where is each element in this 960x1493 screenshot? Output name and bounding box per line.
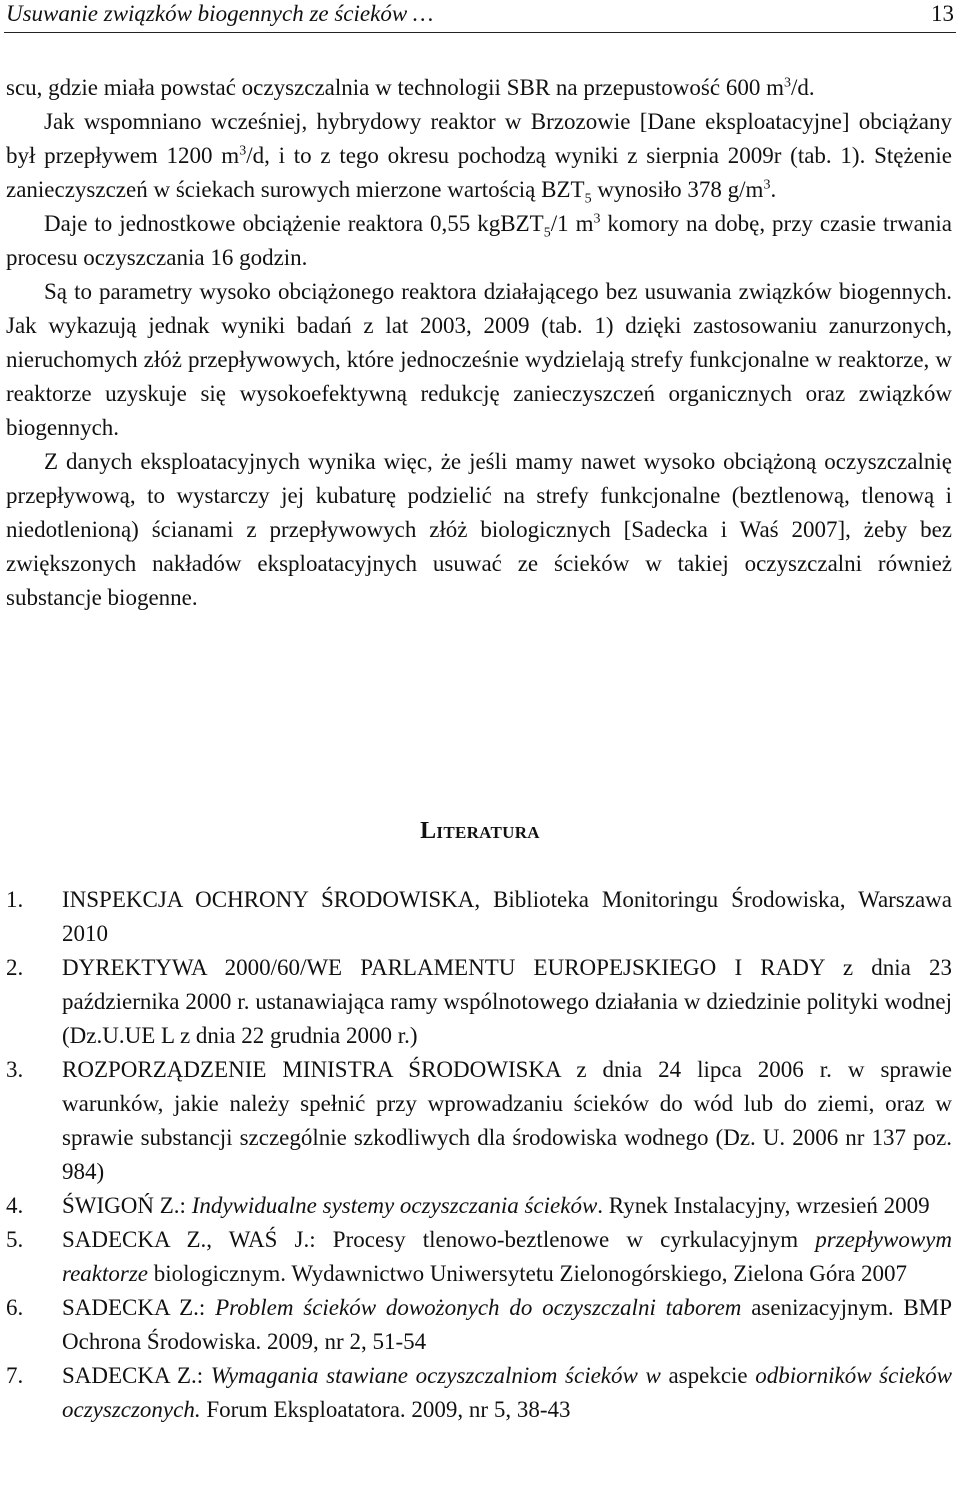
paragraph-4: Są to parametry wysoko obciążonego reaktora działającego bez usuwania związków biogennych. Jak wykazują jednak wyniki badań z lat 2003, 2009 (tab. 1) dzięki zastosowaniu zanurzonych, nieruchomych złóż przepływowych, które jednocześnie wydzielają strefy funkcjonalne w reaktorze, w reaktorze uzyskuje się wysokoefektywną redukcję zanieczyszczeń organicznych oraz związków biogennych. — [6, 279, 952, 440]
reference-item: 1. INSPEKCJA OCHRONY ŚRODOWISKA, Biblioteka Monitoringu Środowiska, Warszawa 2010 — [6, 887, 952, 946]
page-number: 13 — [931, 1, 954, 26]
paragraph-5: Z danych eksploatacyjnych wynika więc, że jeśli mamy nawet wysoko obciążoną oczyszczalnię przepływową, to wystarczy jej kubaturę podzielić na strefy funkcjonalne (beztlenową, tlenową i niedotlenioną) ścianami z przepływowych złóż biologicznych [Sadecka i Waś 2007], żeby bez zwiększonych nakładów eksploatacyjnych usuwać ze ścieków w takiej oczyszczalni również substancje biogenne. — [6, 449, 952, 610]
paragraph-3: Daje to jednostkowe obciążenie reaktora 0,55 kgBZT$_5$/1 $m^3$ komory na dobę, przy czasie trwania procesu oczyszczania 16 godzin. — [6, 211, 952, 270]
reference-list — [6, 883, 952, 1427]
paragraph-1: scu, gdzie miała powstać oczyszczalnia w technologii SBR na przepustowość 600 $m^3/d$. — [6, 75, 815, 100]
paragraph-2: Jak wspomniano wcześniej, hybrydowy reaktor w Brzozowie [Dane eksploatacyjne] obciążany był przepływem 1200 $m^3/d$, i to z tego okresu pochodzą wyniki z sierpnia 2009r (tab. 1). Stężenie zanieczyszczeń w ściekach surowych mierzone wartością $BZT_5$ wynosiło 378 $g/m^3$. — [6, 109, 952, 207]
reference-item: 4. ŚWIGOŃ Z.: Indywidualne systemy oczyszczania ścieków. Rynek Instalacyjny, wrzesień 2009 — [6, 1193, 930, 1218]
running-header — [4, 0, 956, 33]
reference-item: 6. SADECKA Z.: Problem ścieków dowożonych do oczyszczalni taborem asenizacyjnym. BMP Ochrona Środowiska. 2009, nr 2, 51-54 — [6, 1295, 952, 1354]
literature-heading: Literatura — [420, 818, 540, 844]
running-header-title: Usuwanie związków biogennych ze ścieków … — [6, 1, 434, 26]
body-text — [6, 71, 952, 615]
reference-item: 7. SADECKA Z.: Wymagania stawiane oczyszczalniom ścieków w aspekcie odbiorników ścieków oczyszczonych. Forum Eksploatatora. 2009, nr 5, 38-43 — [6, 1363, 952, 1422]
reference-item: 2. DYREKTYWA 2000/60/WE PARLAMENTU EUROPEJSKIEGO I RADY z dnia 23 października 2000 r. ustanawiająca ramy wspólnotowego działania w dziedzinie polityki wodnej (Dz.U.UE L z dnia 22 grudnia 2000 r.) — [6, 955, 952, 1048]
reference-item: 5. SADECKA Z., WAŚ J.: Procesy tlenowo-beztlenowe w cyrkulacyjnym przepływowym reaktorze biologicznym. Wydawnictwo Uniwersytetu Zielonogórskiego, Zielona Góra 2007 — [6, 1227, 952, 1286]
reference-item: 3. ROZPORZĄDZENIE MINISTRA ŚRODOWISKA z dnia 24 lipca 2006 r. w sprawie warunków, jakie należy spełnić przy wprowadzaniu ścieków do wód lub do ziemi, oraz w sprawie substancji szczególnie szkodliwych dla środowiska wodnego (Dz. U. 2006 nr 137 poz. 984) — [6, 1057, 953, 1184]
